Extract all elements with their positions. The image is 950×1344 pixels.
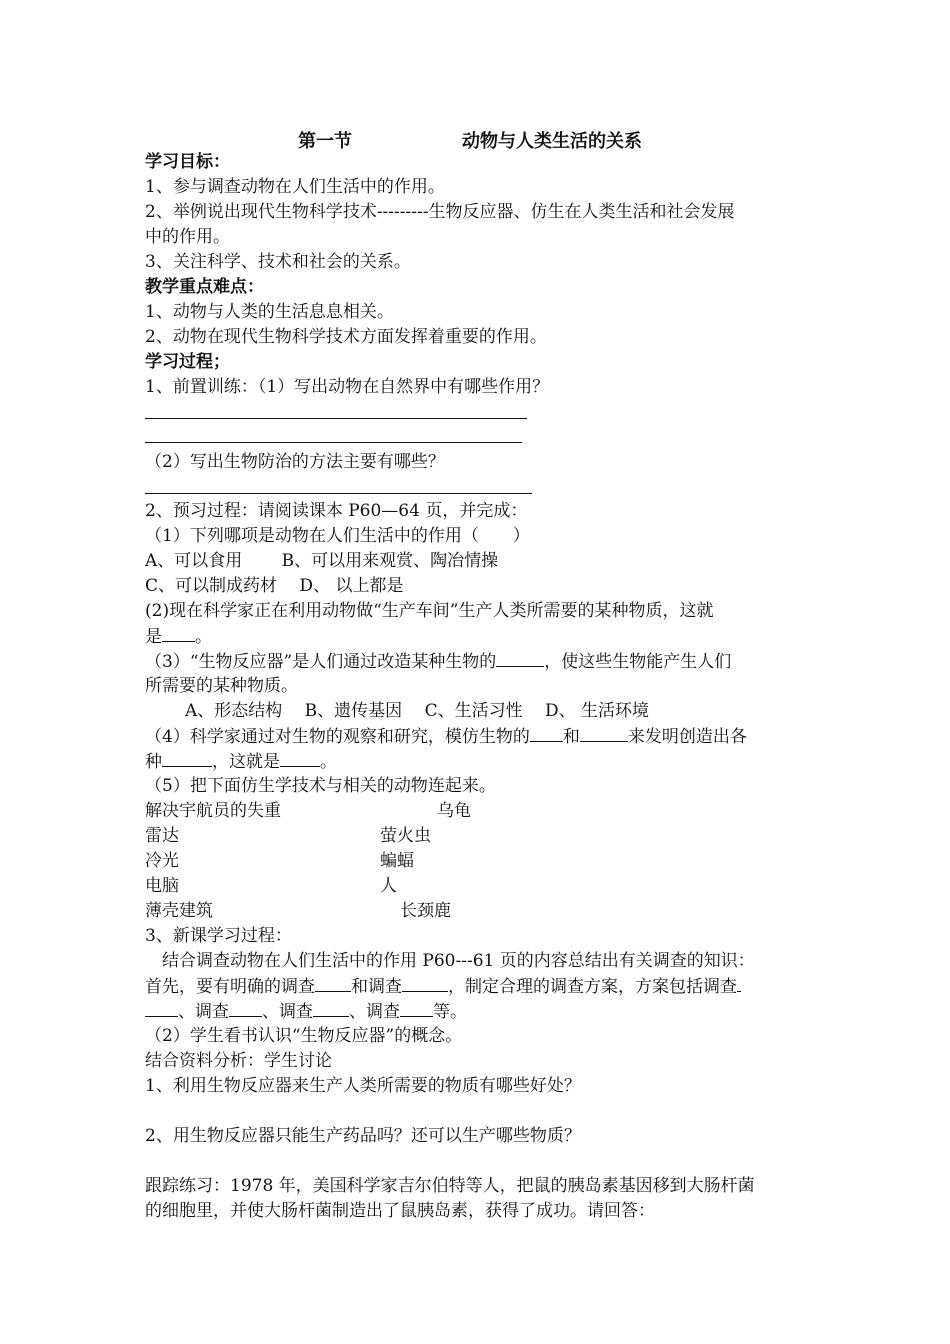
match-right-item: 萤火虫 [380, 826, 431, 846]
pre-training: 1、前置训练：（1）写出动物在自然界中有哪些作用？ [145, 377, 550, 397]
new-lesson-heading: 3、新课学习过程： [145, 926, 292, 946]
match-right-item: 乌龟 [437, 801, 471, 821]
survey-text: ，制定合理的调查方案，方案包括调查 [448, 977, 737, 997]
page-title: 动物与人类生活的关系 [462, 131, 642, 152]
objective-item: 中的作用。 [145, 227, 230, 247]
question-3-line-2: 所需要的某种物质。 [145, 676, 298, 696]
new-lesson-line-2 [145, 975, 741, 998]
process-heading: 学习过程； [145, 352, 230, 372]
survey-text: 等。 [433, 1002, 467, 1022]
blank-field[interactable] [402, 975, 448, 992]
survey-text: 、调查 [349, 1002, 400, 1022]
survey-text: 、调查 [178, 1002, 229, 1022]
question-3-text-cont: ，使这些生物能产生人们 [544, 652, 732, 672]
match-left-item: 冷光 [145, 851, 179, 871]
survey-text: 、调查 [262, 1002, 313, 1022]
question-1: （1）下列哪项是动物在人们生活中的作用（ ） [145, 526, 530, 546]
blank-field[interactable] [496, 650, 544, 667]
blank-field[interactable] [400, 1000, 433, 1017]
section-number: 第一节 [298, 131, 352, 152]
objective-item: 1、参与调查动物在人们生活中的作用。 [145, 177, 445, 197]
new-lesson-line-5: 结合资料分析：学生讨论 [145, 1051, 332, 1071]
answer-line[interactable] [145, 493, 532, 494]
tracking-exercise-line-2: 的细胞里，并使大肠杆菌制造出了鼠胰岛素，获得了成功。请回答： [145, 1201, 655, 1221]
match-right-item: 长颈鹿 [400, 901, 451, 921]
discussion-question-1: 1、利用生物反应器来生产人类所需要的物质有哪些好处？ [145, 1076, 581, 1096]
question-2-end: 。 [195, 627, 212, 647]
question-3-line-1 [145, 650, 731, 673]
match-left-item: 解决宇航员的失重 [145, 801, 281, 821]
new-lesson-line-3 [145, 1000, 467, 1023]
key-point-item: 2、动物在现代生物科学技术方面发挥着重要的作用。 [145, 327, 547, 347]
question-4-text-cont: 来发明创造出各 [627, 727, 747, 747]
answer-line[interactable] [145, 418, 527, 419]
blank-field[interactable] [162, 750, 212, 767]
objective-item: 2、举例说出现代生物科学技术---------生物反应器、仿生在人类生活和社会发展 [145, 202, 735, 222]
preview-instructions: 2、预习过程：请阅读课本 P60—64 页，并完成： [145, 501, 528, 521]
question-1-options-cd: C、可以制成药材 D、 以上都是 [145, 576, 404, 596]
blank-field[interactable] [162, 625, 195, 642]
match-left-item: 电脑 [145, 876, 179, 896]
question-4-line-2 [145, 750, 337, 773]
survey-text: 和调查 [351, 977, 402, 997]
key-point-item: 1、动物与人类的生活息息相关。 [145, 302, 394, 322]
blank-field[interactable] [580, 725, 628, 742]
new-lesson-line-4: （2）学生看书认识“生物反应器”的概念。 [145, 1026, 463, 1046]
question-2-text: 是 [145, 627, 162, 647]
discussion-question-2: 2、用生物反应器只能生产药品吗？还可以生产哪些物质？ [145, 1126, 581, 1146]
question-2-line-2 [145, 625, 212, 648]
question-4-this-is: ，这就是 [212, 752, 280, 772]
blank-field[interactable] [280, 750, 320, 767]
question-4-text: （4）科学家通过对生物的观察和研究，模仿生物的 [145, 727, 530, 747]
blank-field[interactable] [145, 1000, 178, 1017]
key-points-heading: 教学重点难点： [145, 277, 264, 297]
question-3-options: A、形态结构 B、遗传基因 C、生活习性 D、 生活环境 [185, 701, 650, 721]
question-4-end: 。 [320, 752, 337, 772]
match-left-item: 雷达 [145, 826, 179, 846]
blank-field[interactable] [229, 1000, 262, 1017]
answer-line[interactable] [145, 442, 522, 443]
objectives-heading: 学习目标： [145, 152, 230, 172]
question-5: （5）把下面仿生学技术与相关的动物连起来。 [145, 776, 496, 796]
question-3-text: （3）“生物反应器”是人们通过改造某种生物的 [145, 652, 497, 672]
question-1-options-ab: A、可以食用 B、可以用来观赏、陶冶情操 [145, 551, 499, 571]
question-4-line-1 [145, 725, 747, 748]
blank-field[interactable] [315, 975, 351, 992]
match-right-item: 人 [380, 876, 397, 896]
blank-field[interactable] [313, 1000, 349, 1017]
pre-question-2: （2）写出生物防治的方法主要有哪些？ [145, 452, 445, 472]
blank-field[interactable] [737, 975, 741, 992]
question-2-line-1: (2)现在科学家正在利用动物做“生产车间”生产人类所需要的某种物质，这就 [145, 601, 714, 621]
match-left-item: 薄壳建筑 [145, 901, 213, 921]
tracking-exercise-line-1: 跟踪练习：1978 年，美国科学家吉尔伯特等人，把鼠的胰岛素基因移到大肠杆菌 [145, 1176, 755, 1196]
blank-field[interactable] [530, 725, 563, 742]
survey-text: 首先，要有明确的调查 [145, 977, 315, 997]
match-right-item: 蝙蝠 [380, 851, 414, 871]
question-4-and: 和 [562, 727, 580, 747]
new-lesson-line-1: 结合调查动物在人们生活中的作用 P60---61 页的内容总结出有关调查的知识： [162, 951, 755, 971]
question-4-kind: 种 [145, 752, 162, 772]
objective-item: 3、关注科学、技术和社会的关系。 [145, 252, 411, 272]
